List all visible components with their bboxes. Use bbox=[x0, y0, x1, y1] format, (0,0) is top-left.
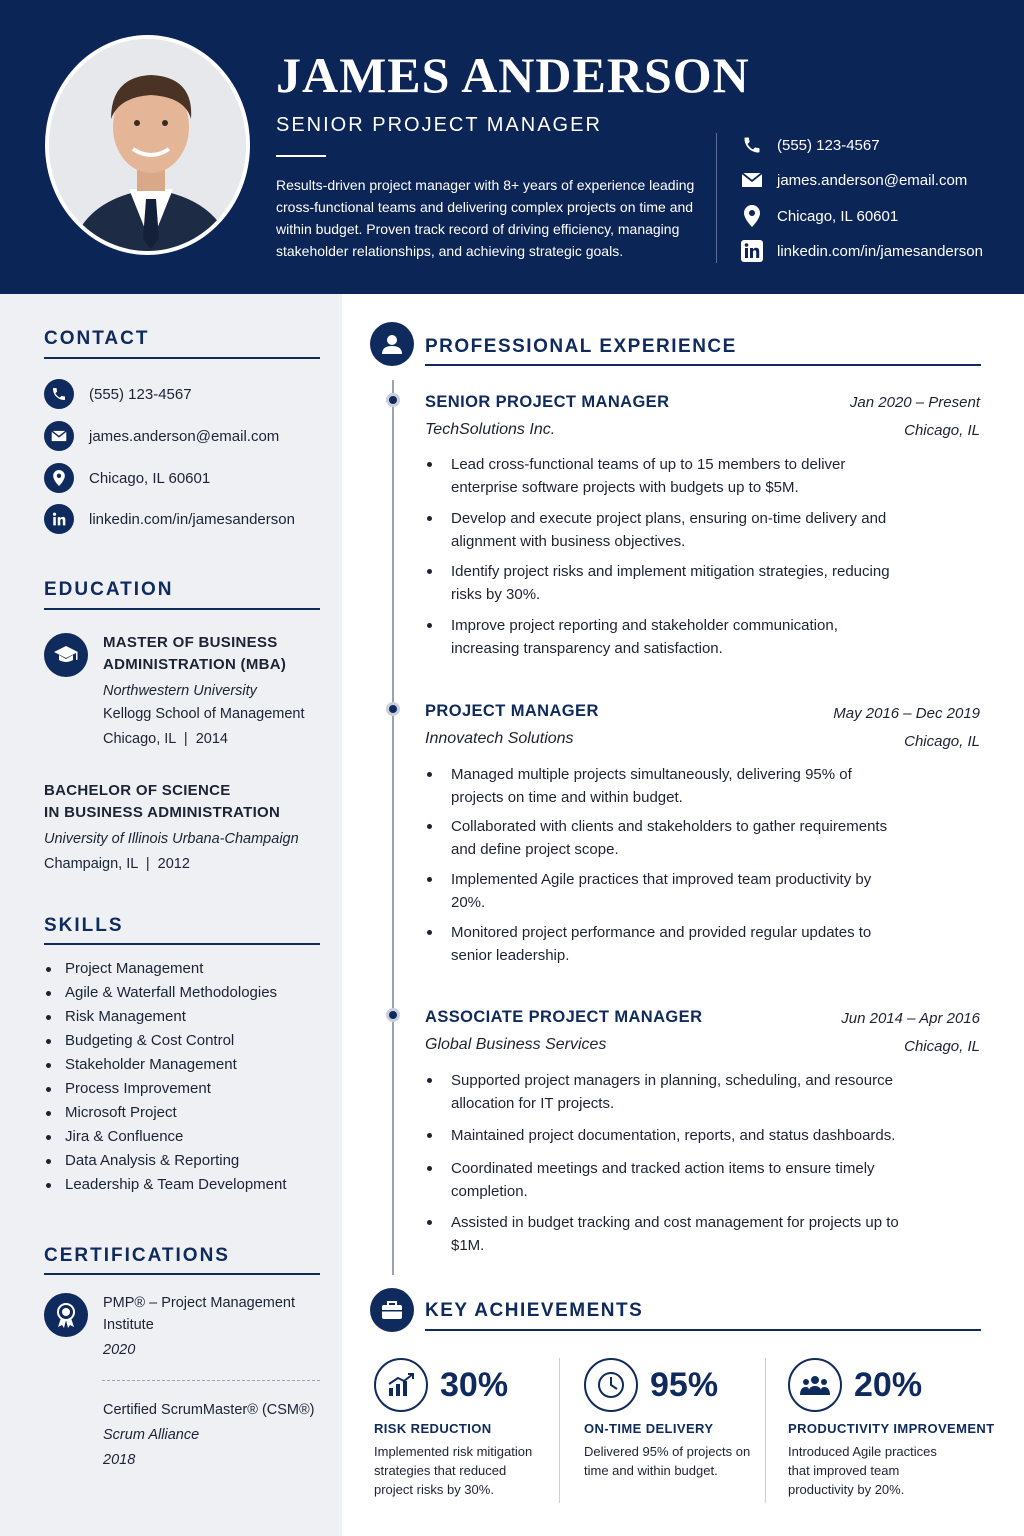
contact-rule bbox=[44, 357, 320, 359]
header-email[interactable]: james.anderson@email.com bbox=[740, 168, 967, 192]
cert-2-issuer: Scrum Alliance bbox=[103, 1427, 200, 1443]
list-item: Supported project managers in planning, scheduling, and resource allocation for IT projects. bbox=[425, 1069, 905, 1115]
list-item: Collaborated with clients and stakeholders to gather requirements and define project scope. bbox=[425, 815, 905, 861]
degree-1-line2: ADMINISTRATION (MBA) bbox=[103, 656, 287, 673]
list-item: Lead cross-functional teams of up to 15 members to deliver enterprise software projects with budgets up to $5M. bbox=[425, 453, 905, 499]
list-item: Identify project risks and implement mitigation strategies, reducing risks by 30%. bbox=[425, 560, 905, 606]
achievement-label: RISK REDUCTION bbox=[374, 1421, 492, 1436]
degree-2-school: University of Illinois Urbana-Champaign bbox=[44, 831, 299, 847]
degree-2-line1: BACHELOR OF SCIENCE bbox=[44, 782, 231, 799]
list-item: Budgeting & Cost Control bbox=[44, 1029, 287, 1053]
timeline-line bbox=[392, 380, 394, 1275]
team-icon bbox=[788, 1358, 842, 1412]
degree-2-line2: IN BUSINESS ADMINISTRATION bbox=[44, 804, 281, 821]
job-2-location: Chicago, IL bbox=[904, 733, 980, 750]
header-linkedin[interactable]: linkedin.com/in/jamesanderson bbox=[740, 239, 983, 263]
job-1-title: SENIOR PROJECT MANAGER bbox=[425, 393, 670, 411]
list-item: Data Analysis & Reporting bbox=[44, 1149, 287, 1173]
clock-icon bbox=[584, 1358, 638, 1412]
person-icon bbox=[370, 322, 414, 366]
mail-icon bbox=[740, 168, 764, 192]
location-pin-icon bbox=[740, 204, 764, 228]
education-heading: EDUCATION bbox=[44, 579, 174, 600]
linkedin-icon bbox=[740, 239, 764, 263]
achievement-description: Implemented risk mitigation strategies that reduced project risks by 30%. bbox=[374, 1444, 533, 1497]
list-item: Managed multiple projects simultaneously, delivering 95% of projects on time and within budget. bbox=[425, 763, 905, 809]
sidebar-linkedin[interactable]: linkedin.com/in/jamesanderson bbox=[44, 504, 295, 534]
linkedin-icon bbox=[44, 504, 74, 534]
location-pin-icon bbox=[44, 463, 74, 493]
header-location: Chicago, IL 60601 bbox=[740, 204, 898, 228]
experience-rule bbox=[425, 364, 981, 366]
degree-1-subschool: Kellogg School of Management bbox=[103, 706, 305, 722]
list-item: Improve project reporting and stakeholder communication, increasing transparency and satisfaction. bbox=[425, 614, 905, 660]
cert-2-line1: Certified ScrumMaster® (CSM®) bbox=[103, 1402, 315, 1418]
list-item: Jira & Confluence bbox=[44, 1125, 287, 1149]
header-phone[interactable]: (555) 123-4567 bbox=[740, 133, 880, 157]
job-2-dates: May 2016 – Dec 2019 bbox=[833, 705, 980, 722]
list-item: Coordinated meetings and tracked action items to ensure timely completion. bbox=[425, 1157, 905, 1203]
list-item: Agile & Waterfall Methodologies bbox=[44, 981, 287, 1005]
list-item: Develop and execute project plans, ensuring on-time delivery and alignment with business objectives. bbox=[425, 507, 905, 553]
phone-icon bbox=[44, 379, 74, 409]
degree-1-school: Northwestern University bbox=[103, 683, 257, 699]
timeline-dot bbox=[386, 702, 400, 716]
briefcase-icon bbox=[370, 1288, 414, 1332]
job-2-title: PROJECT MANAGER bbox=[425, 702, 599, 720]
candidate-role: SENIOR PROJECT MANAGER bbox=[276, 114, 602, 136]
mail-icon bbox=[44, 421, 74, 451]
profile-photo bbox=[45, 35, 250, 255]
candidate-name: JAMES ANDERSON bbox=[276, 47, 750, 103]
list-item: Process Improvement bbox=[44, 1077, 287, 1101]
award-ribbon-icon bbox=[44, 1293, 88, 1337]
title-underline bbox=[276, 155, 326, 157]
list-item: Implemented Agile practices that improved team productivity by 20%. bbox=[425, 868, 905, 914]
achievement-value: 30% bbox=[440, 1366, 509, 1404]
experience-heading: PROFESSIONAL EXPERIENCE bbox=[425, 336, 737, 357]
job-3-location: Chicago, IL bbox=[904, 1038, 980, 1055]
achievement-description: Delivered 95% of projects on time and within budget. bbox=[584, 1444, 751, 1478]
list-item: Stakeholder Management bbox=[44, 1053, 287, 1077]
cert-1-line2: Institute bbox=[103, 1317, 154, 1333]
certifications-rule bbox=[44, 1273, 320, 1275]
list-item: Assisted in budget tracking and cost management for projects up to $1M. bbox=[425, 1211, 905, 1257]
job-1-company: TechSolutions Inc. bbox=[425, 421, 556, 438]
job-3-title: ASSOCIATE PROJECT MANAGER bbox=[425, 1008, 703, 1026]
achievement-divider bbox=[559, 1358, 560, 1503]
bar-chart-icon bbox=[374, 1358, 428, 1412]
header-divider bbox=[716, 133, 717, 263]
education-rule bbox=[44, 608, 320, 610]
list-item: Leadership & Team Development bbox=[44, 1173, 287, 1197]
achievement-value: 20% bbox=[854, 1366, 923, 1404]
header-banner bbox=[0, 0, 1024, 294]
achievement-label: ON-TIME DELIVERY bbox=[584, 1421, 714, 1436]
job-1-dates: Jan 2020 – Present bbox=[849, 394, 980, 411]
job-3-company: Global Business Services bbox=[425, 1036, 607, 1053]
skills-heading: SKILLS bbox=[44, 915, 124, 936]
certifications-heading: CERTIFICATIONS bbox=[44, 1245, 230, 1266]
sidebar-location: Chicago, IL 60601 bbox=[44, 463, 210, 493]
job-3-dates: Jun 2014 – Apr 2016 bbox=[841, 1010, 980, 1027]
sidebar-phone[interactable]: (555) 123-4567 bbox=[44, 379, 192, 409]
contact-heading: CONTACT bbox=[44, 328, 150, 349]
achievement-label: PRODUCTIVITY IMPROVEMENT bbox=[788, 1421, 995, 1436]
list-item: Microsoft Project bbox=[44, 1101, 287, 1125]
list-item: Monitored project performance and provided regular updates to senior leadership. bbox=[425, 921, 905, 967]
timeline-dot bbox=[386, 1008, 400, 1022]
achievement-description: Introduced Agile practices that improved team productivity by 20%. bbox=[788, 1444, 937, 1497]
achievements-rule bbox=[425, 1329, 981, 1331]
profile-summary: Results-driven project manager with 8+ years of experience leading cross-functional teams and delivering complex projects on time and within budget. Proven track record of driving efficiency, managing stakeholder relationships, and achieving strategic goals. bbox=[276, 177, 695, 259]
graduation-cap-icon bbox=[44, 633, 88, 677]
list-item: Project Management bbox=[44, 957, 287, 981]
job-2-company: Innovatech Solutions bbox=[425, 730, 574, 747]
achievements-heading: KEY ACHIEVEMENTS bbox=[425, 1300, 644, 1321]
cert-2-year: 2018 bbox=[103, 1452, 136, 1468]
list-item: Maintained project documentation, reports, and status dashboards. bbox=[425, 1124, 905, 1147]
cert-1-line1: PMP® – Project Management bbox=[103, 1295, 296, 1311]
degree-1-line1: MASTER OF BUSINESS bbox=[103, 634, 278, 651]
job-1-location: Chicago, IL bbox=[904, 422, 980, 439]
timeline-dot bbox=[386, 393, 400, 407]
phone-icon bbox=[740, 133, 764, 157]
degree-1-place-year: Chicago, IL | 2014 bbox=[103, 731, 228, 747]
cert-1-year: 2020 bbox=[103, 1342, 136, 1358]
skills-rule bbox=[44, 943, 320, 945]
skills-list bbox=[44, 957, 287, 1197]
list-item: Risk Management bbox=[44, 1005, 287, 1029]
degree-2-place-year: Champaign, IL | 2012 bbox=[44, 856, 190, 872]
achievement-divider bbox=[765, 1358, 766, 1503]
achievement-value: 95% bbox=[650, 1366, 719, 1404]
sidebar-email[interactable]: james.anderson@email.com bbox=[44, 421, 279, 451]
cert-divider bbox=[102, 1380, 320, 1381]
